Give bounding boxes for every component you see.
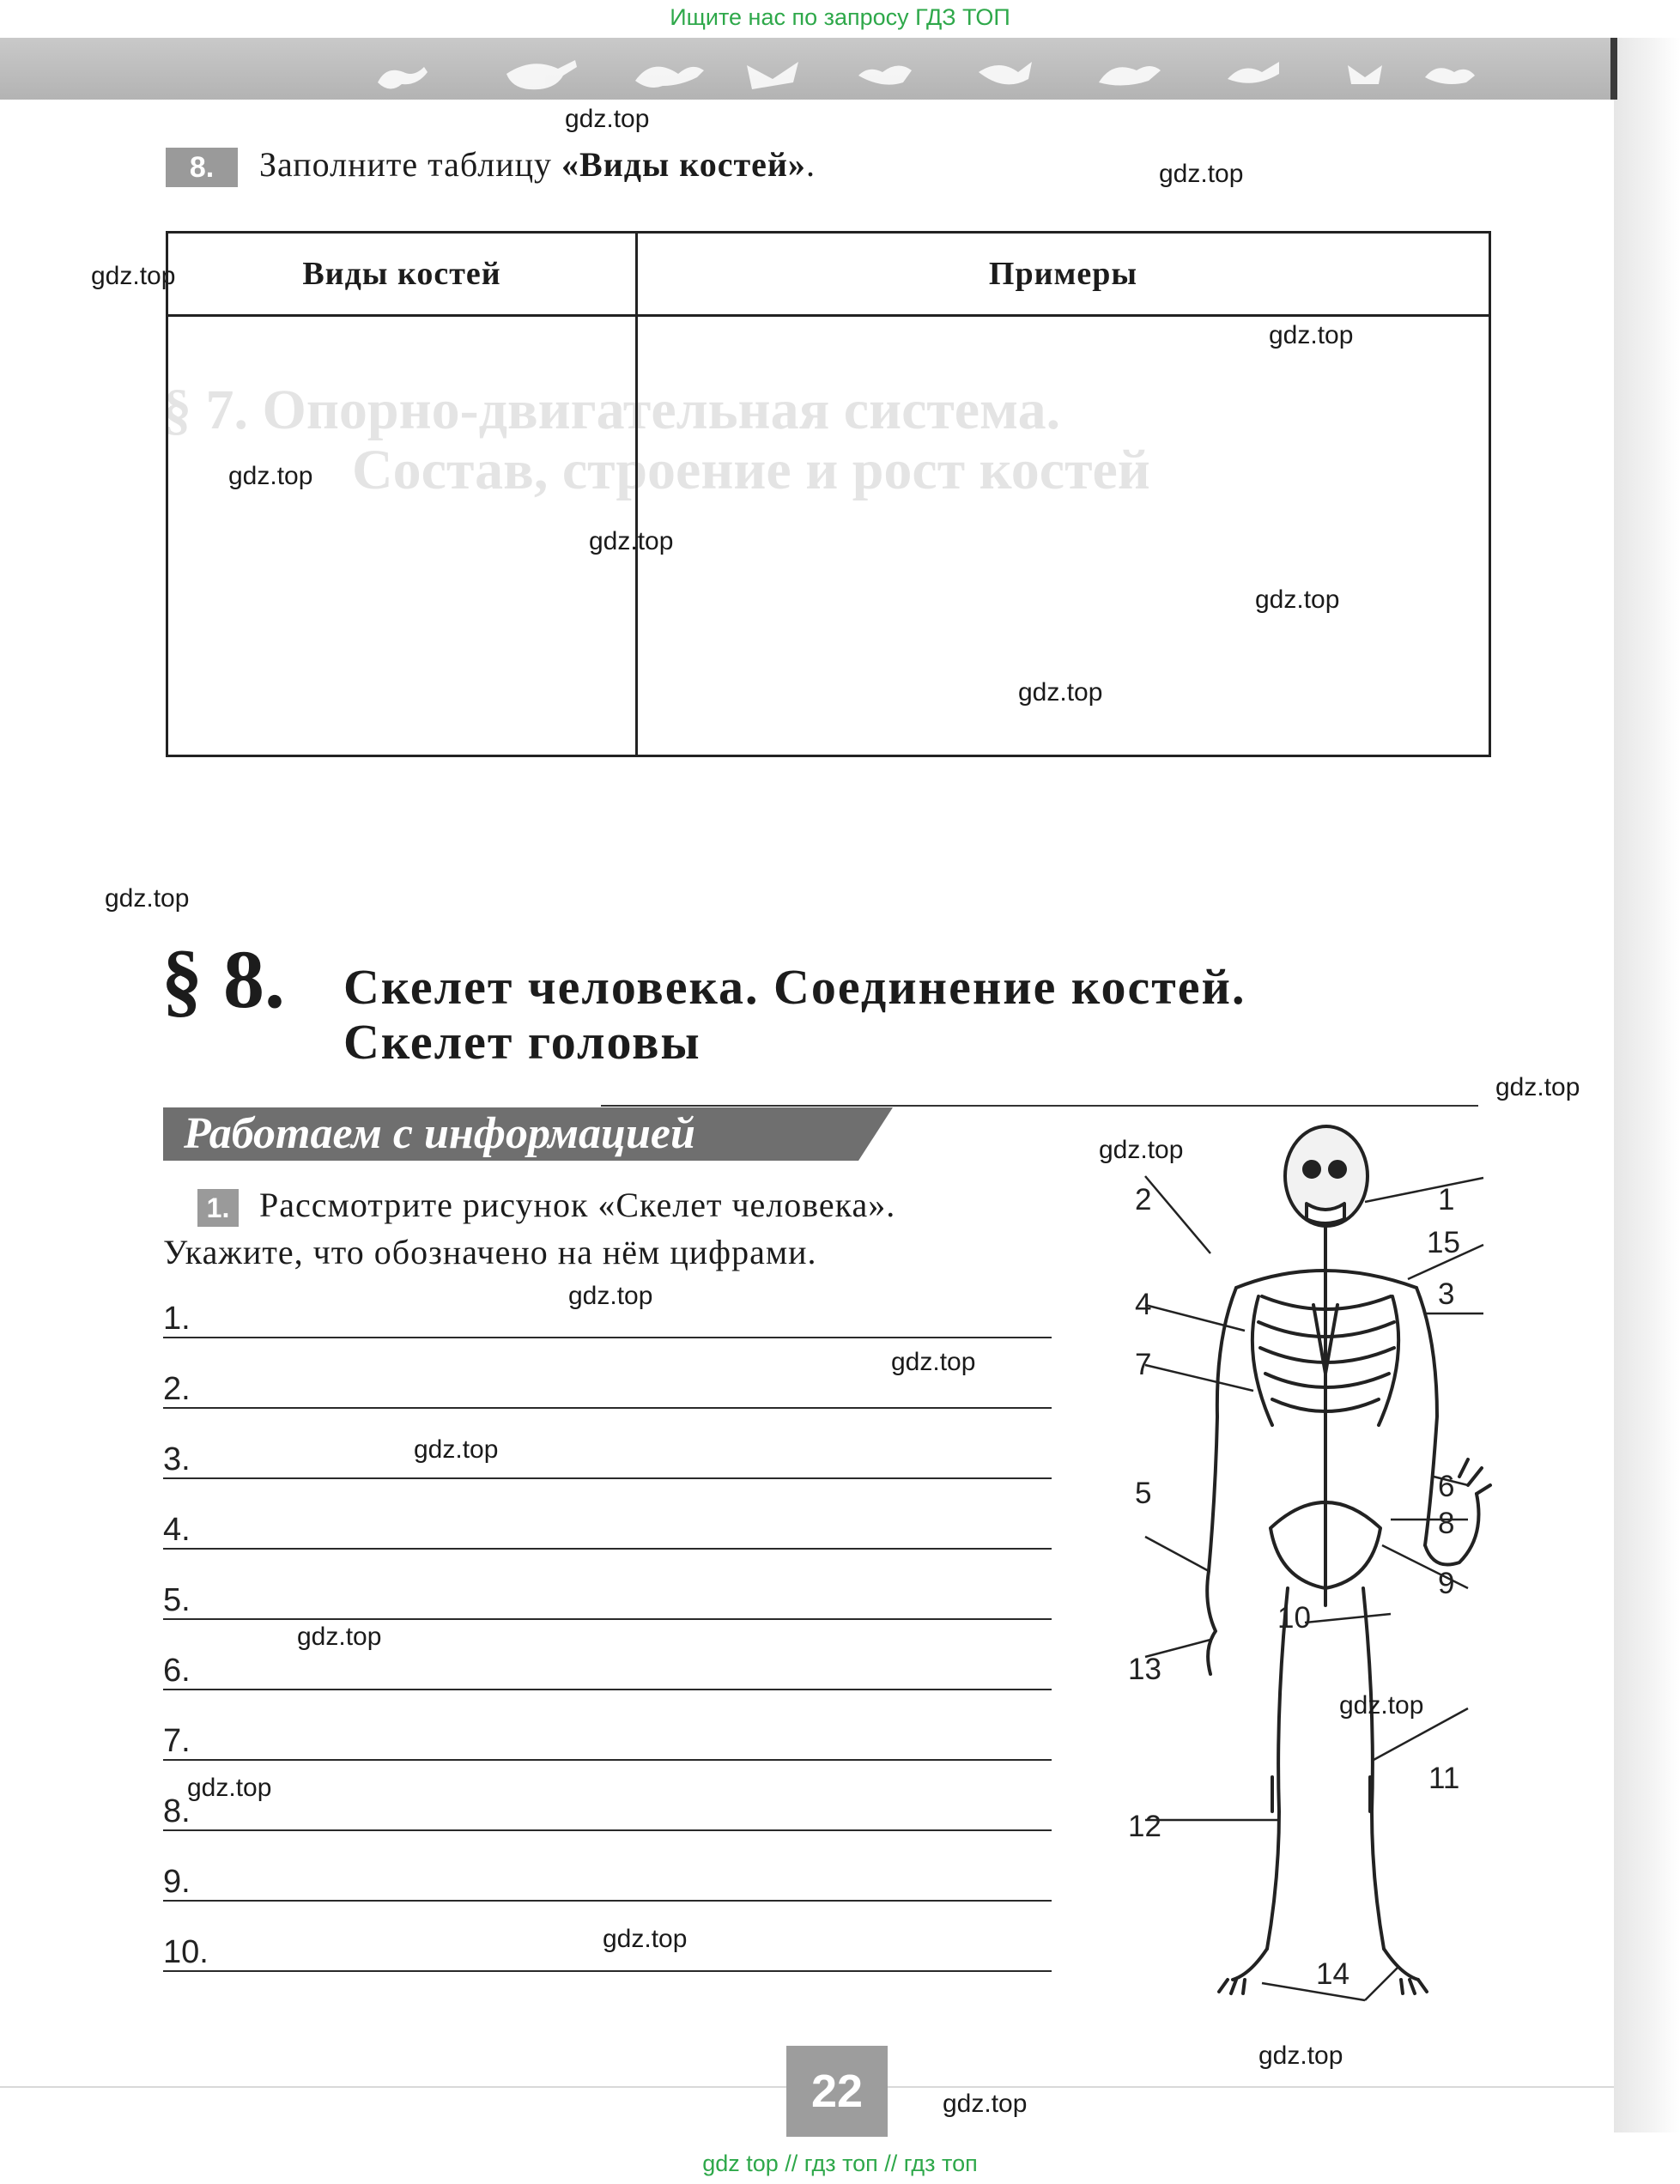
watermark: gdz.top [1159, 160, 1244, 188]
watermark: gdz.top [1495, 1073, 1580, 1101]
watermark: gdz.top [228, 462, 313, 490]
callout-label: 4 [1135, 1288, 1152, 1321]
bone-types-table [166, 231, 1491, 757]
callout-label: 9 [1438, 1567, 1455, 1600]
callout-label: 3 [1438, 1277, 1455, 1311]
task-8-text-suffix: . [805, 145, 816, 184]
answer-line[interactable] [163, 1970, 1052, 1972]
answer-number: 8. [163, 1793, 191, 1829]
answer-number: 3. [163, 1441, 191, 1477]
answer-line[interactable] [163, 1477, 1052, 1479]
answer-number: 4. [163, 1512, 191, 1548]
section-title-line-2: Скелет головы [343, 1014, 701, 1070]
watermark: gdz.top [1018, 678, 1103, 707]
section-number: § 8. [161, 933, 285, 1025]
watermark: gdz.top [105, 884, 190, 913]
callout-label: 1 [1438, 1183, 1455, 1216]
answer-line[interactable] [163, 1548, 1052, 1550]
table-cell-bone-types[interactable] [167, 316, 637, 756]
answer-line[interactable] [163, 1337, 1052, 1338]
watermark: gdz.top [603, 1925, 688, 1953]
watermark: gdz.top [91, 262, 176, 290]
callout-label: 10 [1277, 1601, 1311, 1635]
answer-number: 5. [163, 1582, 191, 1618]
task-number-badge: 1. [197, 1189, 239, 1227]
answer-number: 6. [163, 1653, 191, 1689]
bleed-through-line-1: § 7. Опорно-двигательная система. [163, 379, 1061, 441]
task-1-line-2: Укажите, что обозначено на нём цифрами. [163, 1233, 817, 1271]
info-banner-text: Работаем с информацией [184, 1109, 695, 1158]
task-8-text-prefix: Заполните таблицу [259, 145, 562, 184]
callout-label: 12 [1128, 1810, 1161, 1843]
watermark: gdz.top [589, 527, 674, 555]
callout-label: 13 [1128, 1653, 1161, 1686]
task-number-badge: 8. [166, 148, 238, 187]
bottom-banner[interactable]: gdz top // гдз топ // гдз топ [702, 2151, 978, 2176]
watermark: gdz.top [1339, 1691, 1424, 1720]
task-8-instruction [259, 144, 816, 185]
watermark: gdz.top [565, 105, 650, 133]
section-title-line-1: Скелет человека. Соединение костей. [343, 959, 1246, 1015]
title-underline [601, 1105, 1478, 1107]
callout-label: 11 [1428, 1762, 1460, 1795]
answer-number: 10. [163, 1934, 209, 1970]
watermark: gdz.top [943, 2090, 1028, 2118]
answer-line[interactable] [163, 1759, 1052, 1761]
callout-label: 14 [1316, 1957, 1349, 1991]
watermark: gdz.top [414, 1435, 499, 1464]
page-binding-shadow [1610, 38, 1617, 100]
answer-line[interactable] [163, 1618, 1052, 1620]
answer-number: 9. [163, 1864, 191, 1900]
table-header-row [167, 233, 1490, 316]
watermark: gdz.top [1099, 1136, 1184, 1164]
table-header-bone-types: Виды костей [167, 233, 637, 316]
page-number: 22 [786, 2046, 888, 2137]
answer-number: 7. [163, 1723, 191, 1759]
task-1-line-1: Рассмотрите рисунок «Скелет человека». [259, 1186, 896, 1224]
watermark: gdz.top [1269, 321, 1354, 349]
watermark: gdz.top [297, 1623, 382, 1651]
animal-silhouettes-icon [361, 48, 1494, 96]
watermark: gdz.top [568, 1282, 653, 1310]
answer-line[interactable] [163, 1829, 1052, 1831]
callout-label: 7 [1135, 1348, 1152, 1381]
watermark: gdz.top [1255, 585, 1340, 614]
section-title [343, 960, 1246, 1070]
table-header-examples: Примеры [637, 233, 1490, 316]
page-right-edge [1614, 38, 1680, 2132]
callout-label: 2 [1135, 1183, 1152, 1216]
top-banner[interactable]: Ищите нас по запросу ГДЗ ТОП [670, 4, 1010, 30]
answer-number: 2. [163, 1371, 191, 1407]
answer-line[interactable] [163, 1689, 1052, 1690]
callout-label: 8 [1438, 1507, 1455, 1540]
answer-number: 1. [163, 1301, 191, 1337]
answer-line[interactable] [163, 1900, 1052, 1902]
table-row [167, 316, 1490, 756]
watermark: gdz.top [187, 1774, 272, 1802]
callout-label: 15 [1427, 1226, 1460, 1259]
task-8-text-bold: «Виды костей» [561, 145, 806, 184]
answer-line[interactable] [163, 1407, 1052, 1409]
bleed-through-line-2: Состав, строение и рост костей [352, 439, 1150, 501]
callout-label: 5 [1135, 1477, 1152, 1510]
watermark: gdz.top [1258, 2041, 1343, 2070]
callout-label: 6 [1438, 1470, 1455, 1503]
watermark: gdz.top [891, 1348, 976, 1376]
